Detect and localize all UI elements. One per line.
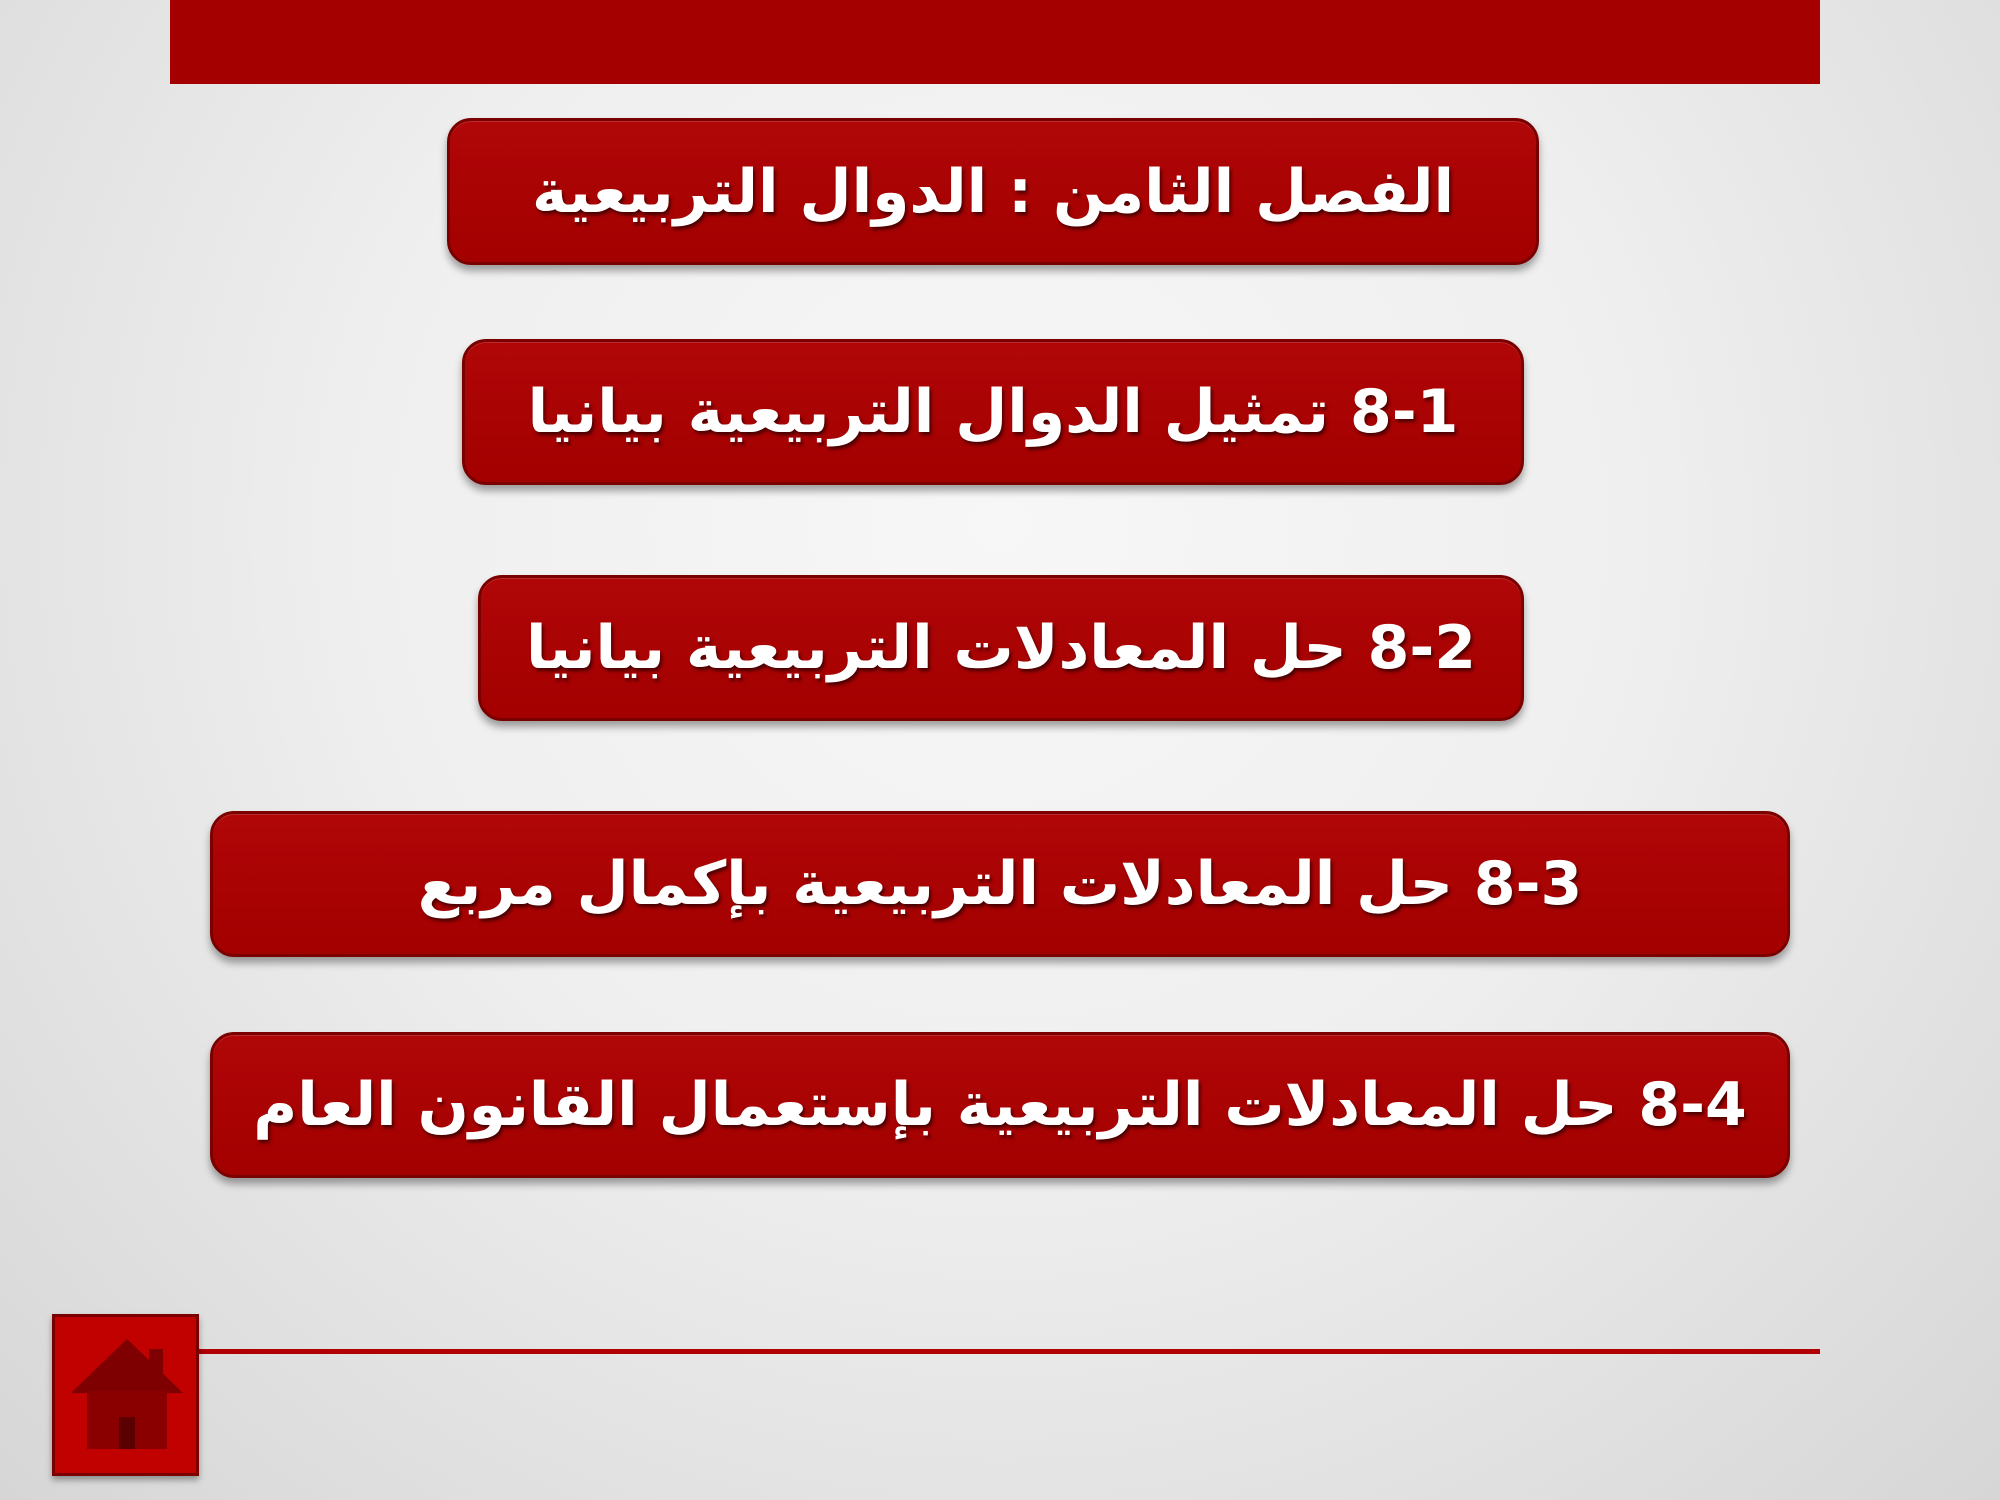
chapter-title-label: الفصل الثامن : الدوال التربيعية [531, 156, 1455, 227]
lesson-8-4-button[interactable] [210, 1032, 1790, 1178]
home-button[interactable] [52, 1314, 199, 1476]
top-banner [170, 0, 1820, 84]
chapter-title-button[interactable] [447, 118, 1539, 265]
lesson-8-2-label: 8-2 حل المعادلات التربيعية بيانيا [525, 613, 1477, 683]
lesson-8-3-button[interactable] [210, 811, 1790, 957]
footer-divider [198, 1349, 1820, 1354]
lesson-8-3-label: 8-3 حل المعادلات التربيعية بإكمال مربع [417, 849, 1583, 919]
lesson-8-4-label: 8-4 حل المعادلات التربيعية بإستعمال القانون العام [253, 1070, 1747, 1140]
lesson-8-1-label: 8-1 تمثيل الدوال التربيعية بيانيا [527, 377, 1459, 447]
home-icon [65, 1337, 189, 1455]
lesson-8-2-button[interactable] [478, 575, 1524, 721]
lesson-8-1-button[interactable] [462, 339, 1524, 485]
